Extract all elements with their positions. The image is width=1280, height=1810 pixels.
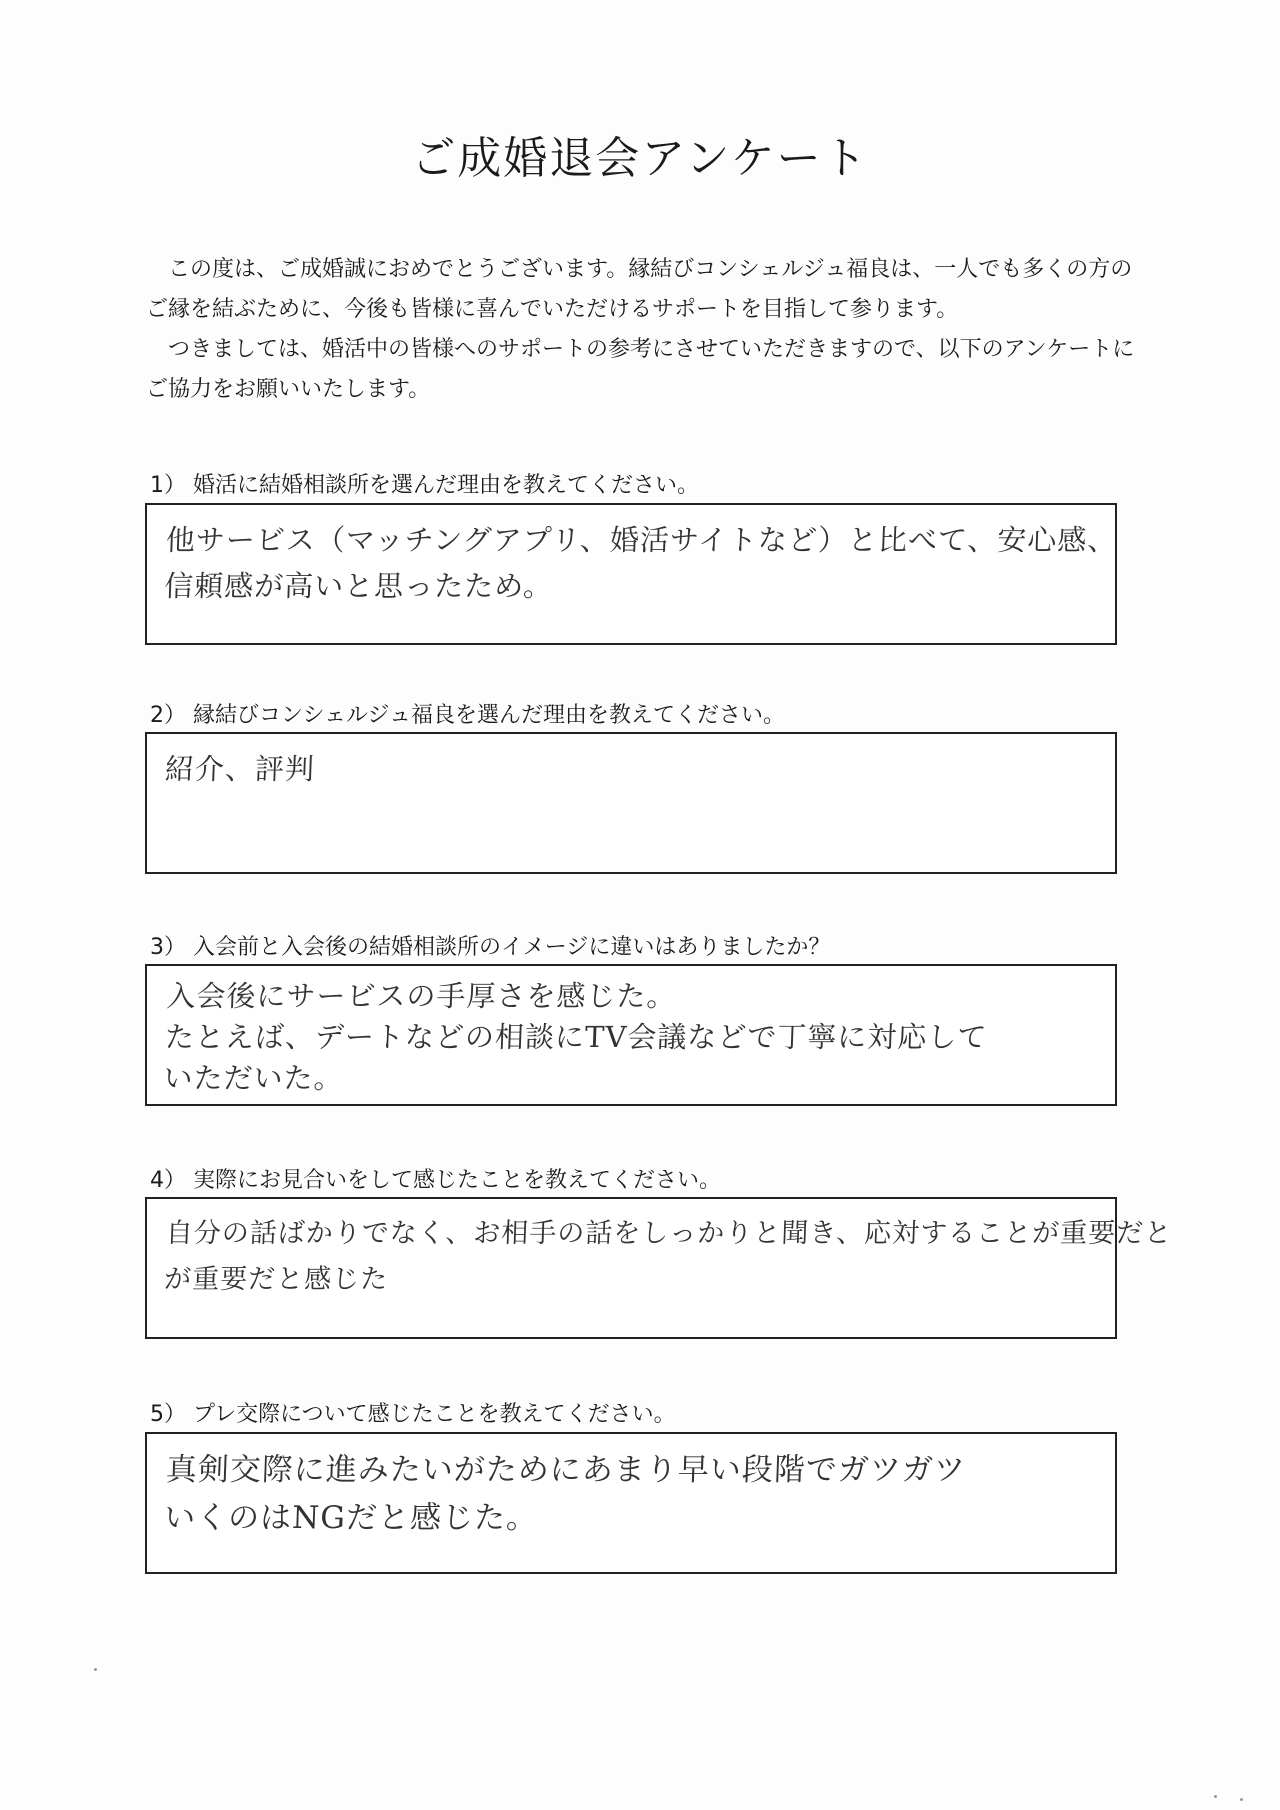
answer-box-2 xyxy=(145,732,1117,874)
scan-speck xyxy=(1214,1795,1217,1798)
answer-5-line-1: 真剣交際に進みたいがためにあまり早い段階でガツガツ xyxy=(165,1452,967,1488)
intro-paragraph-1: この度は、ご成婚誠におめでとうございます。縁結びコンシェルジュ福良は、一人でも多くの方のご縁を結ぶために、今後も皆様に喜んでいただけるサポートを目指して参ります。 xyxy=(146,257,1133,322)
intro-text xyxy=(146,250,1146,410)
answer-1-line-1: 他サービス（マッチングアプリ、婚活サイトなど）と比べて、安心感、 xyxy=(165,523,1118,557)
scan-speck xyxy=(1240,1798,1243,1801)
question-3-label: 3） 入会前と入会後の結婚相談所のイメージに違いはありましたか？ xyxy=(150,935,831,960)
question-5-label: 5） プレ交際について感じたことを教えてください。 xyxy=(150,1402,676,1427)
answer-1-line-2: 信頼感が高いと思ったため。 xyxy=(163,569,554,603)
question-4-label: 4） 実際にお見合いをして感じたことを教えてください。 xyxy=(150,1168,721,1193)
answer-3-line-1: 入会後にサービスの手厚さを感じた。 xyxy=(165,979,678,1013)
scan-speck xyxy=(94,1668,97,1671)
page-title: ご成婚退会アンケート xyxy=(411,133,869,184)
question-1-label: 1） 婚活に結婚相談所を選んだ理由を教えてください。 xyxy=(150,473,699,498)
answer-3-line-2: たとえば、デートなどの相談にTV会議などで丁寧に対応して xyxy=(164,1020,988,1054)
answer-text-5 xyxy=(163,1446,1104,1542)
answer-text-2 xyxy=(164,746,1104,792)
answer-3-line-3: いただいた。 xyxy=(162,1061,345,1095)
answer-5-line-2: いくのはNGだと感じた。 xyxy=(163,1500,539,1536)
answer-box-1 xyxy=(145,503,1117,645)
answer-box-3 xyxy=(145,964,1117,1106)
answer-text-4 xyxy=(163,1211,1173,1303)
intro-paragraph-2: つきましては、婚活中の皆様へのサポートの参考にさせていただきますので、以下のアンケートにご協力をお願いいたします。 xyxy=(146,337,1135,402)
answer-text-3 xyxy=(163,976,1105,1099)
answer-text-1 xyxy=(163,517,1118,609)
answer-box-4 xyxy=(145,1197,1173,1339)
answer-4-line-2: が重要だと感じた xyxy=(163,1264,389,1295)
answer-2-line-1: 紹介、評判 xyxy=(164,752,316,786)
answer-4-line-1: 自分の話ばかりでなく、お相手の話をしっかりと聞き、応対することが重要だと xyxy=(165,1218,1173,1249)
answer-box-5 xyxy=(145,1432,1117,1574)
question-2-label: 2） 縁結びコンシェルジュ福良を選んだ理由を教えてください。 xyxy=(150,703,786,728)
